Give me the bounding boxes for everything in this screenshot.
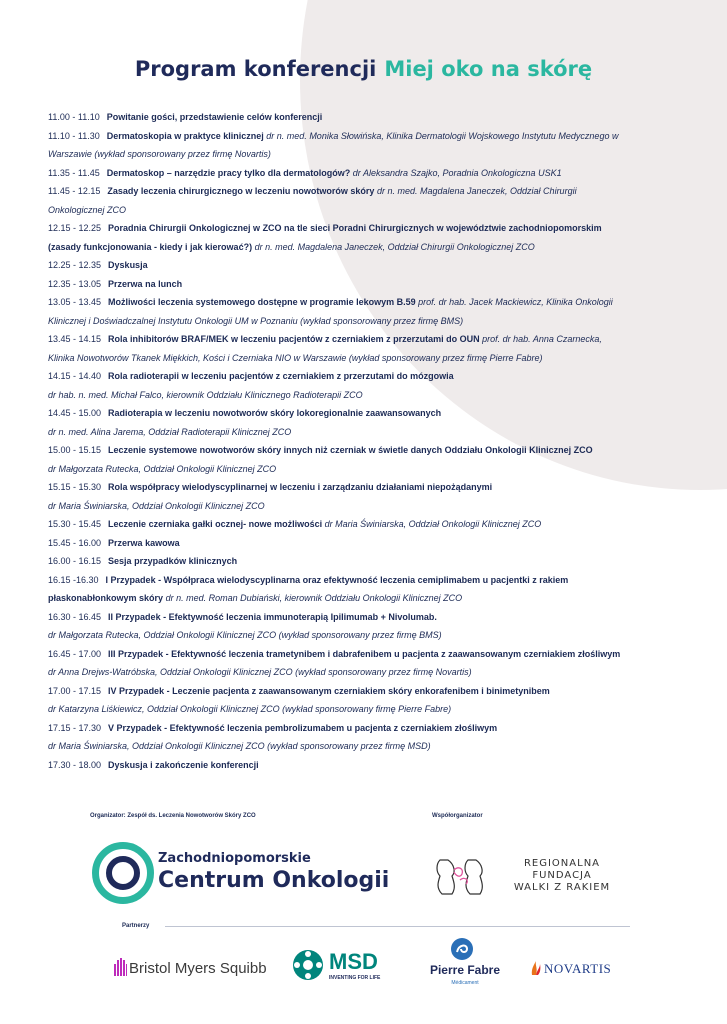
rfwr-figures-icon [432,854,492,898]
program-item-line [48,182,698,201]
pierre-fabre-mark-icon [451,938,473,960]
program-item [48,645,698,682]
program-time: 13.45 - 14.15 [48,334,102,344]
program-item-line [48,534,698,553]
program-item-continuation [48,737,698,756]
program-item-line [48,293,698,312]
program-speaker: dr Aleksandra Szajko, Poradnia Onkologiczna USK1 [352,167,562,178]
program-speaker: Klinika Nowotworów Tkanek Miękkich, Kości i Czerniaka NIO w Warszawie (wykład sponsorowany przez firmę Pierre Fabre) [48,352,543,363]
program-speaker: dr Maria Świniarska, Oddział Onkologii Klinicznej ZCO [324,519,542,529]
program-speaker: Klinicznej i Doświadczalnej Instytutu Onkologii UM w Poznaniu (wykład sponsorowany przez firmę BMS) [48,315,464,326]
program-item [48,478,698,515]
program-item-line [48,441,698,460]
zco-logo [92,842,390,904]
program-topic: Radioterapia w leczeniu nowotworów skóry lokoregionalnie zaawansowanych [108,408,442,418]
program-item [48,293,698,330]
novartis-logo-text: NOVARTIS [544,961,612,976]
program-item-line [48,367,698,386]
pierre-fabre-logo-text: Pierre Fabre [429,963,501,977]
program-time: 13.05 - 13.45 [48,297,102,307]
program-item-continuation [48,238,698,257]
rfwr-logo-text [507,858,617,894]
program-topic: IV Przypadek - Leczenie pacjenta z zaawansowanym czerniakiem skóry enkorafenibem i binimetynibem [108,685,550,696]
program-topic: Leczenie systemowe nowotworów skóry innych niż czerniak w świetle danych Oddziału Onkologii Klinicznej ZCO [108,445,593,455]
program-item [48,571,698,608]
program-time: 11.35 - 11.45 [48,167,100,178]
program-topic: I Przypadek - Współpraca wielodyscyplinarna oraz efektywność leczenia cemiplimabem u pacjentki z rakiem [105,574,569,585]
program-time: 15.15 - 15.30 [48,482,102,492]
program-list [48,108,698,774]
program-time: 14.45 - 15.00 [48,408,102,418]
program-topic: II Przypadek - Efektywność leczenia immunoterapią Ipilimumab + Nivolumab. [108,611,437,622]
program-topic: Rola inhibitorów BRAF/MEK w leczeniu pacjentów z czerniakiem z przerzutami do OUN [108,334,480,344]
program-item-continuation [48,423,698,442]
msd-logo [293,948,403,988]
program-item-continuation [48,626,698,645]
program-speaker: dr n. med. Magdalena Janeczek, Oddział Chirurgii [376,186,577,196]
rfwr-line2: FUNDACJA [532,870,592,881]
program-time: 11.45 - 12.15 [48,186,101,196]
program-speaker: dr hab. n. med. Michał Falco, kierownik Oddziału Klinicznego Radioterapii ZCO [48,389,363,400]
program-item-continuation [48,589,698,608]
program-item-line [48,682,698,701]
program-speaker: Onkologicznej ZCO [48,204,127,215]
program-item [48,219,698,256]
program-item [48,719,698,756]
program-topic: Leczenie czerniaka gałki ocznej- nowe możliwości [108,519,323,529]
program-item [48,182,698,219]
program-time: 12.15 - 12.25 [48,223,102,233]
program-speaker: prof. dr hab. Anna Czarnecka, [482,334,602,344]
title-part2: Miej oko na skórę [384,57,593,81]
msd-mark-icon [293,950,323,980]
program-item-line [48,404,698,423]
program-time: 17.30 - 18.00 [48,759,102,770]
program-topic: Rola radioterapii w leczeniu pacjentów z czerniakiem z przerzutami do mózgowia [108,371,454,381]
novartis-logo [531,960,641,980]
program-topic: Dyskusja i zakończenie konferencji [108,759,259,770]
program-item-line [48,719,698,738]
zco-logo-line2: Centrum Onkologii [158,868,390,893]
program-topic: Możliwości leczenia systemowego dostępne w programie lekowym B.59 [108,297,416,307]
program-time: 11.00 - 11.10 [48,112,100,122]
program-item [48,682,698,719]
program-item [48,552,698,571]
footer [0,800,727,1024]
program-topic: Sesja przypadków klinicznych [108,556,238,566]
program-time: 16.30 - 16.45 [48,611,102,622]
program-topic: Dyskusja [108,260,148,270]
program-item-line [48,256,698,275]
program-topic: III Przypadek - Efektywność leczenia trametynibem i dabrafenibem u pacjenta z zaawansowanym czerniakiem złośliwym [108,648,621,659]
program-speaker: prof. dr hab. Jacek Mackiewicz, Klinika Onkologii [418,297,613,307]
program-item-continuation [48,349,698,368]
rfwr-line1: REGIONALNA [523,858,601,869]
program-item-line [48,275,698,294]
program-item-line [48,164,698,183]
program-item-line [48,108,698,127]
zco-inner-ring-icon [106,856,140,890]
program-time: 16.00 - 16.15 [48,556,102,566]
bms-logo-text: Bristol Myers Squibb [129,960,267,977]
pierre-fabre-logo [420,938,510,994]
program-item-line [48,127,698,146]
program-speaker: dr Małgorzata Rutecka, Oddział Onkologii Klinicznej ZCO [48,463,277,474]
program-item-line [48,478,698,497]
program-item [48,534,698,553]
rfwr-logo [432,848,632,908]
program-time: 17.00 - 17.15 [48,685,102,696]
program-topic: Poradnia Chirurgii Onkologicznej w ZCO na tle sieci Poradni Chirurgicznych w województwie zachodniopomorskim [108,223,602,233]
page-title [0,57,727,81]
program-topic: Dermatoskopia w praktyce klinicznej [106,130,264,141]
program-item-line [48,608,698,627]
organizer-label: Organizator: Zespół ds. Leczenia Nowotworów Skóry ZCO [90,813,256,819]
program-topic-continuation: (zasady funkcjonowania - kiedy i jak kierować?) [48,241,253,252]
program-item [48,441,698,478]
program-item-continuation [48,460,698,479]
program-speaker: dr Maria Świniarska, Oddział Onkologii Klinicznej ZCO (wykład sponsorowany przez firmę MSD) [48,741,431,751]
program-topic: Zasady leczenia chirurgicznego w leczeniu nowotworów skóry [107,186,375,196]
bms-logo [114,952,274,982]
program-time: 17.15 - 17.30 [48,722,102,733]
program-item-continuation [48,386,698,405]
program-time: 11.10 - 11.30 [48,130,100,141]
program-item [48,330,698,367]
program-speaker: dr Anna Drejws-Watróbska, Oddział Onkologii Klinicznej ZCO (wykład sponsorowany przez firmę Novartis) [48,667,472,677]
program-item-continuation [48,663,698,682]
program-speaker: Warszawie (wykład sponsorowany przez firmę Novartis) [48,149,271,159]
program-item [48,404,698,441]
program-item-continuation [48,201,698,220]
program-speaker: dr Katarzyna Liśkiewicz, Oddział Onkologii Klinicznej ZCO (wykład sponsorowany firmę Pierre Fabre) [48,704,452,714]
program-time: 16.15 -16.30 [48,574,99,585]
program-item-line [48,515,698,534]
program-speaker: dr n. med. Magdalena Janeczek, Oddział Chirurgii Onkologicznej ZCO [254,241,535,252]
bms-mark-icon [114,958,127,976]
program-item [48,608,698,645]
program-topic-continuation: płaskonabłonkowym skóry [48,593,164,603]
rfwr-line3: WALKI Z RAKIEM [513,882,611,893]
coorganizer-label: Współorganizator [432,813,483,819]
program-item [48,756,698,775]
pierre-fabre-subtitle: Médicament [451,980,479,986]
program-topic: Przerwa na lunch [108,278,183,289]
program-item-continuation [48,312,698,331]
novartis-flame-icon [531,961,541,975]
program-item [48,127,698,164]
partners-divider [165,926,630,927]
program-time: 12.25 - 12.35 [48,260,102,270]
program-item-continuation [48,145,698,164]
program-item-line [48,219,698,238]
program-item [48,275,698,294]
program-time: 14.15 - 14.40 [48,371,102,381]
program-time: 15.45 - 16.00 [48,537,102,548]
program-item-line [48,571,698,590]
program-speaker: dr Maria Świniarska, Oddział Onkologii Klinicznej ZCO [48,500,265,511]
program-item-continuation [48,497,698,516]
program-topic: V Przypadek - Efektywność leczenia pembrolizumabem u pacjenta z czerniakiem złośliwym [108,722,498,733]
program-time: 12.35 - 13.05 [48,278,102,289]
program-item-line [48,645,698,664]
program-item-line [48,756,698,775]
program-topic: Dermatoskop – narzędzie pracy tylko dla dermatologów? [106,167,351,178]
partners-label: Partnerzy [122,923,150,929]
program-time: 15.00 - 15.15 [48,445,102,455]
program-item-continuation [48,700,698,719]
program-item [48,108,698,127]
program-time: 16.45 - 17.00 [48,648,102,659]
program-time: 15.30 - 15.45 [48,519,102,529]
program-speaker: dr n. med. Monika Słowińska, Klinika Dermatologii Wojskowego Instytutu Medycznego w [266,130,619,141]
program-item-line [48,330,698,349]
zco-logo-line1: Zachodniopomorskie [158,851,311,866]
program-speaker: dr n. med. Alina Jarema, Oddział Radioterapii Klinicznej ZCO [48,426,292,437]
program-topic: Rola współpracy wielodyscyplinarnej w leczeniu i zarządzaniu działaniami niepożądanymi [108,482,493,492]
program-item [48,164,698,183]
program-item [48,256,698,275]
title-part1: Program konferencji [134,57,377,81]
program-topic: Przerwa kawowa [108,537,180,548]
program-item [48,515,698,534]
msd-tagline: INVENTING FOR LIFE [329,975,381,981]
program-speaker: dr Małgorzata Rutecka, Oddział Onkologii Klinicznej ZCO (wykład sponsorowany przez firmę BMS) [48,630,442,640]
program-item-line [48,552,698,571]
program-item [48,367,698,404]
msd-logo-text: MSD [329,949,378,974]
program-speaker: dr n. med. Roman Dubiański, kierownik Oddziału Onkologii Klinicznej ZCO [165,593,463,603]
program-topic: Powitanie gości, przedstawienie celów konferencji [106,112,323,122]
